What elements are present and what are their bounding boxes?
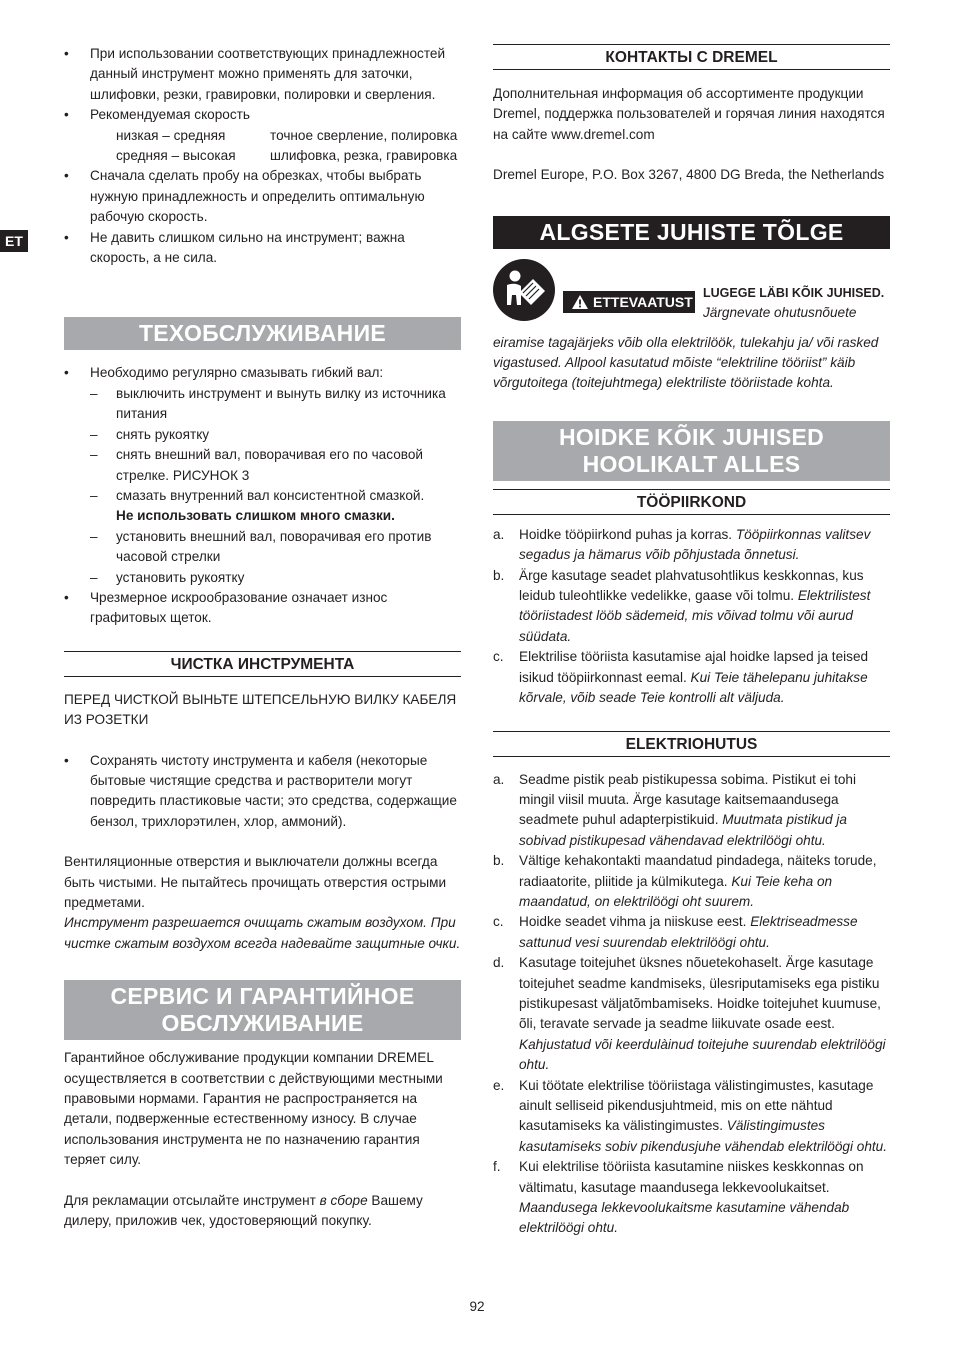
use-cell: шлифовка, резка, гравировка (270, 148, 458, 164)
maint-steps (64, 384, 461, 588)
item-marker: a. (493, 526, 505, 542)
warning-text-2: eiramise tagajärjeks võib olla elektrilöök, tulekahju ja/ või rasked vigastused. Allpool kasutatud mõiste “elektriline tööriist” käib võrgutoitega (toitejuhtmega) elektriliste tööriistade kohta. (493, 334, 879, 391)
list-item: • Сохранять чистоту инструмента и кабеля (некоторые бытовые чистящие средства и растворители могут повредить пластиковые части; это средства, содержащие бензол, трихлорэтилен, хлор, аммоний). (64, 751, 461, 833)
item-marker: c. (493, 649, 504, 665)
keep-title-line-1: HOIDKE KÕIK JUHISED (558, 423, 825, 450)
electrical-safety-list (493, 770, 890, 1239)
list-item (493, 770, 890, 852)
item-marker: f. (493, 1159, 501, 1175)
right-column (493, 44, 890, 1239)
service-banner (64, 980, 461, 1040)
list-item (493, 647, 890, 708)
speed-cell: средняя – высокая (116, 148, 236, 164)
list-item: • При использовании соответствующих принадлежностей данный инструмент можно применять для заточки, шлифовки, резки, гравировки, полировки и сверления. (64, 44, 461, 105)
item-text: Elektrilise tööriista kasutamise ajal hoidke lapsed ja teised isikud tööpiirkonnast eemal. (519, 649, 869, 685)
electrical-safety-heading: ELEKTRIOHUTUS (493, 731, 890, 757)
item-marker: a. (493, 771, 505, 787)
item-marker: b. (493, 567, 505, 583)
step-item: – установить рукоятку (64, 568, 461, 588)
maint-intro: Необходимо регулярно смазывать гибкий вал: (90, 365, 384, 381)
warning-title: LUGEGE LÄBI KÕIK JUHISED. (703, 285, 885, 300)
warning-triangle-icon (571, 294, 589, 310)
work-area-heading: TÖÖPIIRKOND (493, 489, 890, 515)
list-item (493, 851, 890, 912)
claim-italic: в сборе (319, 1192, 368, 1208)
item-text: Kui töötate elektrilise tööriistaga välistingimustes, kasutage ainult selliseid pikendusjuhtmeid, mis on ette nähtud kasutamiseks ka välistingimustes. (519, 1077, 874, 1134)
item-italic: Tööpiirkonnas valitsev segadus ja hämarus võib põhjustada õnnetusi. (519, 526, 871, 563)
keep-title-line-2: HOOLIKALT ALLES (582, 450, 801, 477)
step-item: – выключить инструмент и вынуть вилку из источника питания (64, 384, 461, 425)
maintenance-list (64, 363, 461, 628)
list-item (64, 363, 461, 587)
item-italic: Välistingimustes kasutamiseks sobiv pikendusjuhe vähendab elektrilöögi ohtu. (519, 1118, 888, 1154)
list-item: • Чрезмерное искрообразование означает износ графитовых щеток. (64, 588, 461, 629)
step-item: – установить внешний вал, поворачивая его против часовой стрелки (64, 527, 461, 568)
item-text: Vältige kehakontakti maandatud pindadega, näiteks torude, radiaatorite, pliitide ja külmikutega. (519, 853, 877, 889)
item-marker: e. (493, 1077, 505, 1093)
warning-block (493, 259, 890, 321)
step-item: – снять рукоятку (64, 425, 461, 445)
list-item (493, 1076, 890, 1158)
claim-text: Для рекламации отсылайте инструмент (64, 1192, 320, 1208)
item-marker: d. (493, 955, 505, 971)
speed-cell: низкая – средняя (116, 127, 226, 143)
cleaning-heading: ЧИСТКА ИНСТРУМЕНТА (64, 651, 461, 677)
usage-list (64, 44, 461, 126)
item-italic: Kahjustatud või keerdulàinud toitejuhe suurendab elektrilöögi ohtu. (519, 1036, 886, 1073)
use-cell: точное сверление, полировка (270, 127, 458, 143)
claim-text-2: Вашему дилеру, приложив чек, удостоверяющий покупку. (64, 1192, 423, 1229)
keep-instructions-banner (493, 421, 890, 481)
cleaning-warning: ПЕРЕД ЧИСТКОЙ ВЫНЬТЕ ШТЕПСЕЛЬНУЮ ВИЛКУ КАБЕЛЯ ИЗ РОЗЕТКИ (64, 691, 457, 728)
cleaning-list (64, 751, 461, 833)
list-item (493, 566, 890, 648)
list-item: • Рекомендуемая скорость (64, 105, 461, 125)
item-italic: Muutmata pistikud ja sobivad pistikupesad vähendavad elektrilöögi ohtu. (519, 812, 847, 848)
list-item: • Сначала сделать пробу на обрезках, чтобы выбрать нужную принадлежность и определить оптимальную рабочую скорость. (64, 166, 461, 227)
step-warning: Не использовать слишком много смазки. (116, 508, 395, 524)
item-text: Kui elektrilise tööriista kasutamine niiskes keskkonnas on vältimatu, kasutage maandusega lekkevoolukaitset. (519, 1159, 864, 1195)
item-text: Ärge kasutage seadet plahvatusohtlikus keskkonnas, kus leidub tuleohtlikke vedelikke, gaase või tolmu. (519, 567, 864, 604)
page-number: 92 (469, 1299, 485, 1314)
item-italic: Kui Teie tähelepanu juhitakse kõrvale, võib seade Teie kontrolli alt väljuda. (519, 669, 868, 706)
caution-badge (563, 291, 695, 313)
item-italic: Maandusega lekkevoolukaitsme kasutamine vähendab elektrilöögi ohtu. (519, 1200, 850, 1236)
maintenance-banner: ТЕХОБСЛУЖИВАНИЕ (64, 317, 461, 350)
item-italic: Elektrilistest tööriistadest lööb sädemeid, mis võivad tolmu või aurud süüdata. (519, 588, 871, 644)
item-text: Seadme pistik peab pistikupessa sobima. Pistikut ei tohi mingil viisil muuta. Ärge kasutage kaitsemaandusega seadmete puhul adapterpistikuid. (519, 771, 856, 828)
item-italic: Elektriseadmesse sattunud vesi suurendab elektrilöögi ohtu. (519, 914, 858, 950)
caution-label: ETTEVAATUST (593, 293, 693, 310)
cleaning-italic: Инструмент разрешается очищать сжатым воздухом. При чистке сжатым воздухом всегда надевайте защитные очки. (64, 915, 461, 951)
item-italic: Kui Teie keha on maandatud, on elektrilöögi oht suurem. (519, 873, 833, 909)
list-item: • Не давить слишком сильно на инструмент; важна скорость, а не сила. (64, 228, 461, 269)
item-text: Kasutage toitejuhet üksnes nõuetekohaselt. Ärge kasutage toitejuhet seadme kandmiseks, ülesriputamiseks ega pistiku pistikupesast väljatõmbamiseks. Hoidke toitejuhet kuumuse, õli, teravate servade ja seadme liikuvate osade eest. (519, 955, 881, 1032)
service-title-line-1: СЕРВИС И ГАРАНТИЙНОЕ (110, 983, 415, 1010)
warning-text-1: Järgnevate ohutusnõuete (703, 304, 857, 320)
language-tab: ET (0, 230, 28, 252)
service-title-line-2: ОБСЛУЖИВАНИЕ (161, 1010, 364, 1037)
service-claim (64, 1191, 461, 1232)
translation-banner: ALGSETE JUHISTE TÕLGE (493, 216, 890, 249)
step-item: – смазать внутренний вал консистентной смазкой. (64, 486, 461, 506)
contacts-paragraph: Дополнительная информация об ассортименте продукции Dremel, поддержка пользователей и горячая линия находятся на сайте www.dremel.com (493, 86, 885, 142)
list-item (493, 953, 890, 1075)
step-item: – снять внешний вал, поворачивая его по часовой стрелке. РИСУНОК 3 (64, 445, 461, 486)
work-area-list (493, 525, 890, 709)
list-item (493, 1157, 890, 1239)
list-item (493, 912, 890, 953)
speed-table (64, 126, 461, 167)
service-paragraph: Гарантийное обслуживание продукции компании DREMEL осуществляется в соответствии с действующими местными правовыми нормами. Гарантия не распространяется на детали, подверженные естественному износу. В случае использования инструмента не по назначению гарантия теряет силу. (64, 1050, 443, 1168)
item-text: Hoidke tööpiirkond puhas ja korras. (519, 526, 736, 542)
item-marker: b. (493, 853, 505, 869)
item-text: Hoidke seadet vihma ja niiskuse eest. (519, 914, 751, 930)
contacts-address: Dremel Europe, P.O. Box 3267, 4800 DG Breda, the Netherlands (493, 167, 885, 183)
left-column (64, 44, 461, 1231)
usage-list-2 (64, 166, 461, 268)
cleaning-paragraph: Вентиляционные отверстия и выключатели должны всегда быть чистыми. Не пытайтесь прочищать отверстия острыми предметами. (64, 854, 447, 910)
list-item (493, 525, 890, 566)
read-manual-icon (493, 259, 555, 321)
item-marker: c. (493, 914, 504, 930)
contacts-heading: КОНТАКТЫ С DREMEL (493, 44, 890, 70)
